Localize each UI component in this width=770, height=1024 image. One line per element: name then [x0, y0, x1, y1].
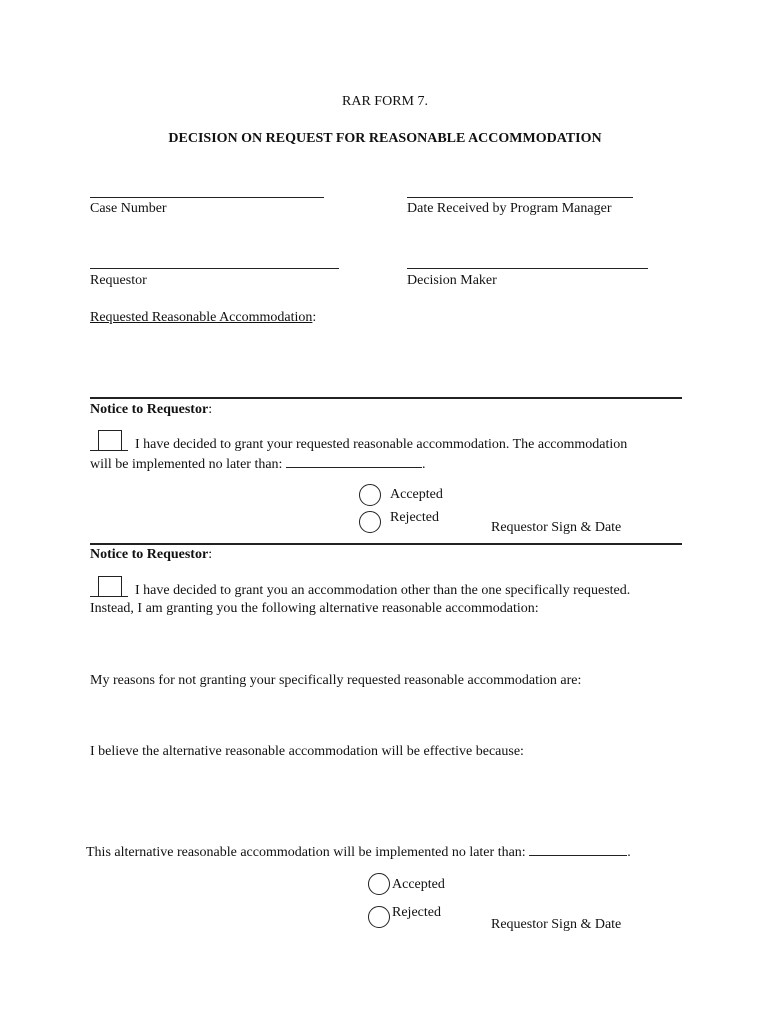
alternative-implemented-text [86, 843, 631, 861]
grant-checkbox[interactable] [98, 430, 122, 451]
section2-divider [90, 543, 682, 545]
requestor-label: Requestor [90, 273, 147, 288]
alternative-implementation-date-field[interactable] [529, 843, 627, 856]
alternative-checkbox[interactable] [98, 576, 122, 597]
section2-heading-colon: : [208, 547, 213, 562]
form-number: RAR FORM 7. [342, 94, 428, 109]
alternative-checkbox-underline [90, 596, 128, 597]
requestor-line[interactable] [90, 268, 339, 269]
section1-heading-colon: : [208, 402, 213, 417]
rejected-radio[interactable] [359, 511, 381, 533]
grant-text-line2-label: will be implemented no later than: [90, 457, 283, 472]
section2-heading [90, 547, 212, 563]
page-title: DECISION ON REQUEST FOR REASONABLE ACCOMMODATION [168, 131, 602, 146]
requestor-sign-date-2: Requestor Sign & Date [491, 917, 622, 932]
requested-accommodation-text: Requested Reasonable Accommodation [90, 310, 313, 325]
rejected-label: Rejected [390, 510, 439, 525]
decision-maker-label: Decision Maker [407, 273, 497, 288]
grant-text-line2-end: . [421, 457, 426, 472]
rejected-label-2: Rejected [392, 905, 441, 920]
requestor-sign-date: Requestor Sign & Date [491, 520, 622, 535]
alternative-text-line1: I have decided to grant you an accommodation other than the one specifically requested. [135, 583, 631, 598]
section1-heading [90, 402, 212, 418]
section1-divider [90, 397, 682, 399]
grant-text-line2 [90, 455, 425, 473]
case-number-line[interactable] [90, 197, 324, 198]
grant-checkbox-underline [90, 450, 128, 451]
requested-accommodation-label [90, 310, 316, 326]
accepted-label: Accepted [390, 487, 443, 502]
case-number-label: Case Number [90, 201, 167, 216]
reasons-text: My reasons for not granting your specifically requested reasonable accommodation are: [90, 673, 582, 688]
requested-accommodation-colon: : [312, 310, 317, 325]
section1-heading-text: Notice to Requestor [90, 402, 209, 417]
accepted-label-2: Accepted [392, 877, 445, 892]
alternative-implemented-end: . [627, 845, 631, 860]
rejected-radio-2[interactable] [368, 906, 390, 928]
accepted-radio-2[interactable] [368, 873, 390, 895]
alternative-text-line2: Instead, I am granting you the following alternative reasonable accommodation: [90, 601, 539, 616]
decision-maker-line[interactable] [407, 268, 648, 269]
section2-heading-text: Notice to Requestor [90, 547, 209, 562]
accepted-radio[interactable] [359, 484, 381, 506]
alternative-implemented-label: This alternative reasonable accommodation will be implemented no later than: [86, 845, 526, 860]
implementation-date-field[interactable] [286, 455, 422, 468]
date-received-line[interactable] [407, 197, 633, 198]
grant-text-line1: I have decided to grant your requested reasonable accommodation. The accommodation [135, 437, 628, 452]
date-received-label: Date Received by Program Manager [407, 201, 612, 216]
believe-text: I believe the alternative reasonable accommodation will be effective because: [90, 744, 524, 759]
